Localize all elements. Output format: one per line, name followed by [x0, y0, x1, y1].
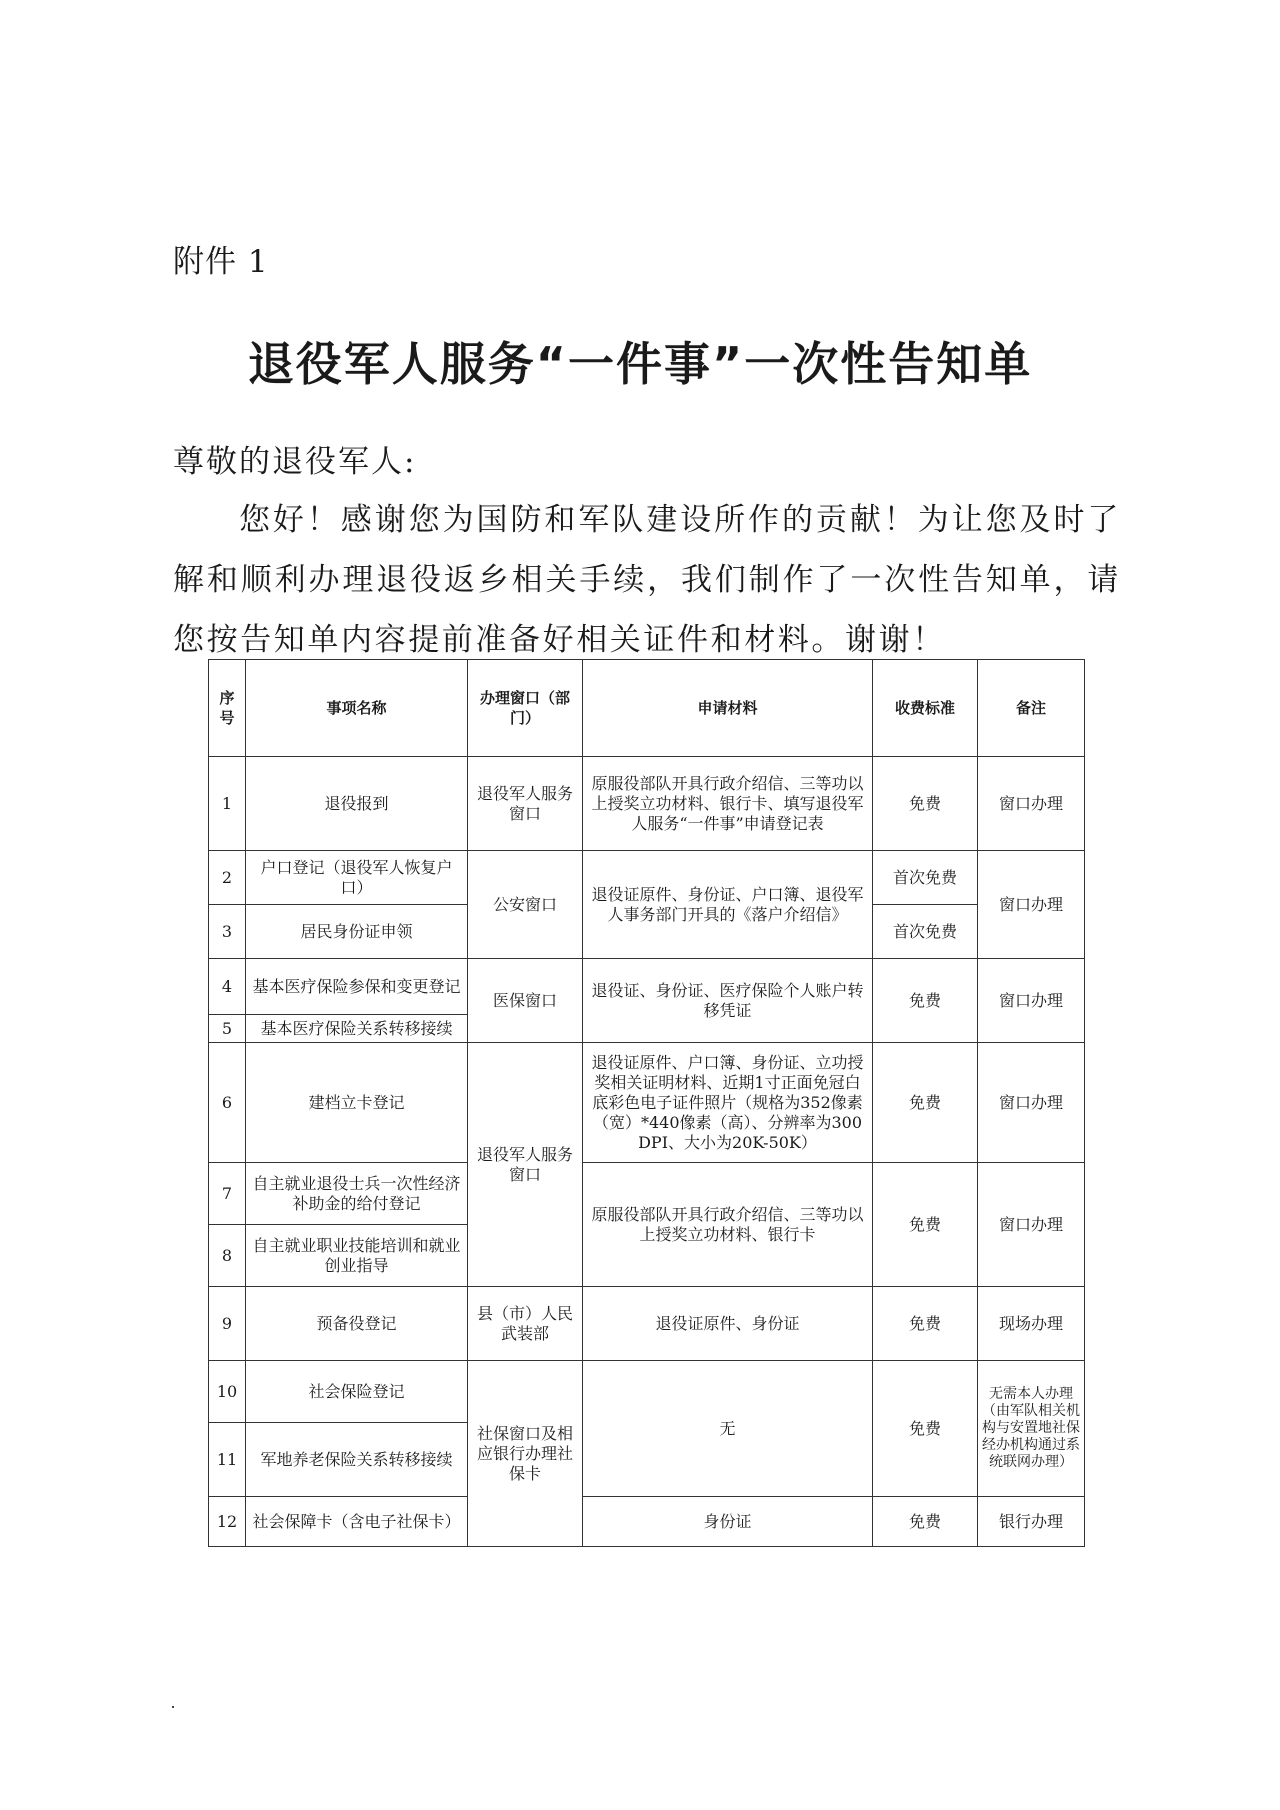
- header-materials: 申请材料: [583, 660, 873, 757]
- cell-window: 医保窗口: [468, 959, 583, 1043]
- table-row: [209, 959, 1085, 1015]
- greeting: 尊敬的退役军人:: [173, 444, 417, 480]
- cell-materials: 退役证原件、身份证、户口簿、退役军人事务部门开具的《落户介绍信》: [583, 851, 873, 959]
- cell-note: 现场办理: [978, 1287, 1085, 1361]
- cell-note: 窗口办理: [978, 1163, 1085, 1287]
- cell-note: 窗口办理: [978, 1043, 1085, 1163]
- cell-no: 3: [209, 905, 246, 959]
- cell-fee: 首次免费: [873, 851, 978, 905]
- table-row: [209, 757, 1085, 851]
- cell-no: 5: [209, 1015, 246, 1043]
- cell-no: 6: [209, 1043, 246, 1163]
- cell-materials: 退役证、身份证、医疗保险个人账户转移凭证: [583, 959, 873, 1043]
- cell-window: 公安窗口: [468, 851, 583, 959]
- header-no: 序号: [209, 660, 246, 757]
- cell-item: 社会保障卡（含电子社保卡）: [246, 1497, 468, 1547]
- cell-no: 11: [209, 1423, 246, 1497]
- cell-item: 基本医疗保险参保和变更登记: [246, 959, 468, 1015]
- cell-item: 基本医疗保险关系转移接续: [246, 1015, 468, 1043]
- cell-no: 4: [209, 959, 246, 1015]
- cell-no: 9: [209, 1287, 246, 1361]
- header-fee: 收费标准: [873, 660, 978, 757]
- cell-no: 8: [209, 1225, 246, 1287]
- table-header-row: [209, 660, 1085, 757]
- cell-fee: 免费: [873, 959, 978, 1043]
- notice-table: [208, 659, 1085, 1547]
- cell-item: 自主就业职业技能培训和就业创业指导: [246, 1225, 468, 1287]
- table-row: [209, 1361, 1085, 1423]
- attachment-label: 附件 1: [173, 244, 269, 280]
- table-row: [209, 1163, 1085, 1225]
- table-row: [209, 1287, 1085, 1361]
- table-row: [209, 851, 1085, 905]
- intro-paragraph: 您好！感谢您为国防和军队建设所作的贡献！为让您及时了解和顺利办理退役返乡相关手续，我们制作了一次性告知单，请您按告知单内容提前准备好相关证件和材料。谢谢！: [173, 502, 1121, 658]
- cell-fee: 免费: [873, 1163, 978, 1287]
- header-note: 备注: [978, 660, 1085, 757]
- cell-window: 县（市）人民武装部: [468, 1287, 583, 1361]
- cell-no: 1: [209, 757, 246, 851]
- cell-item: 户口登记（退役军人恢复户口）: [246, 851, 468, 905]
- cell-no: 7: [209, 1163, 246, 1225]
- cell-no: 12: [209, 1497, 246, 1547]
- cell-fee: 免费: [873, 1287, 978, 1361]
- cell-fee: 免费: [873, 757, 978, 851]
- cell-materials: 退役证原件、身份证: [583, 1287, 873, 1361]
- cell-fee: 首次免费: [873, 905, 978, 959]
- cell-materials: 身份证: [583, 1497, 873, 1547]
- cell-materials: 无: [583, 1361, 873, 1497]
- cell-no: 2: [209, 851, 246, 905]
- cell-materials: 原服役部队开具行政介绍信、三等功以上授奖立功材料、银行卡、填写退役军人服务“一件事”申请登记表: [583, 757, 873, 851]
- cell-window: 社保窗口及相应银行办理社保卡: [468, 1361, 583, 1547]
- cell-note: 无需本人办理（由军队相关机构与安置地社保经办机构通过系统联网办理）: [978, 1361, 1085, 1497]
- cell-window: 退役军人服务窗口: [468, 757, 583, 851]
- cell-materials: 原服役部队开具行政介绍信、三等功以上授奖立功材料、银行卡: [583, 1163, 873, 1287]
- cell-materials: 退役证原件、户口簿、身份证、立功授奖相关证明材料、近期1寸正面免冠白底彩色电子证件照片（规格为352像素（宽）*440像素（高）、分辨率为300DPI、大小为20K-50K）: [583, 1043, 873, 1163]
- page-title: 退役军人服务“一件事”一次性告知单: [247, 337, 1033, 391]
- cell-item: 社会保险登记: [246, 1361, 468, 1423]
- cell-fee: 免费: [873, 1497, 978, 1547]
- cell-fee: 免费: [873, 1043, 978, 1163]
- cell-item: 自主就业退役士兵一次性经济补助金的给付登记: [246, 1163, 468, 1225]
- cell-window: 退役军人服务窗口: [468, 1043, 583, 1287]
- table-row: [209, 1043, 1085, 1163]
- cell-item: 预备役登记: [246, 1287, 468, 1361]
- cell-fee: 免费: [873, 1361, 978, 1497]
- cell-item: 军地养老保险关系转移接续: [246, 1423, 468, 1497]
- cell-note: 窗口办理: [978, 851, 1085, 959]
- cell-no: 10: [209, 1361, 246, 1423]
- cell-note: 银行办理: [978, 1497, 1085, 1547]
- cell-item: 居民身份证申领: [246, 905, 468, 959]
- header-window: 办理窗口（部门）: [468, 660, 583, 757]
- cell-item: 退役报到: [246, 757, 468, 851]
- table-row: [209, 1497, 1085, 1547]
- cell-item: 建档立卡登记: [246, 1043, 468, 1163]
- header-item: 事项名称: [246, 660, 468, 757]
- footer-mark: [172, 1706, 174, 1708]
- cell-note: 窗口办理: [978, 757, 1085, 851]
- cell-note: 窗口办理: [978, 959, 1085, 1043]
